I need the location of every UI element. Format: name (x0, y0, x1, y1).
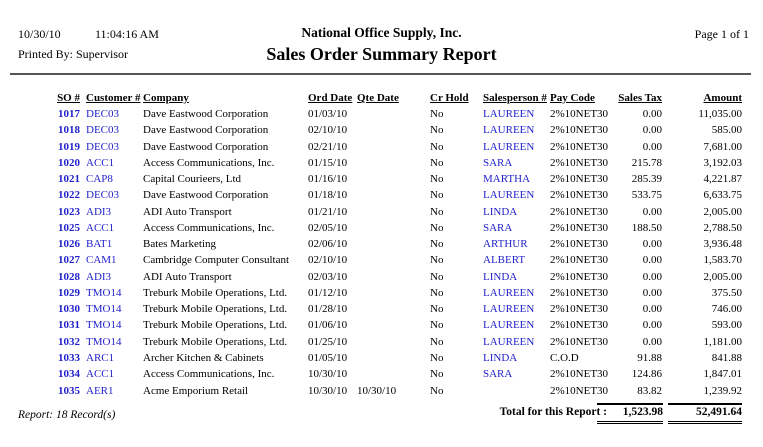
so-number-link[interactable]: 1020 (58, 156, 80, 169)
sales-tax-value: 0.00 (642, 286, 662, 299)
sales-tax-value: 0.00 (642, 254, 662, 267)
table-row (0, 287, 763, 303)
amount-value: 2,788.50 (703, 221, 742, 234)
customer-number-link[interactable]: DEC03 (86, 140, 119, 153)
so-number-link[interactable]: 1028 (58, 270, 80, 283)
column-header-sales-tax: Sales Tax (618, 92, 662, 104)
salesperson-link[interactable]: LAUREEN (483, 140, 535, 153)
table-header-row (0, 92, 763, 108)
order-date: 02/03/10 (308, 270, 348, 283)
customer-number-link[interactable]: ACC1 (86, 221, 115, 234)
salesperson-link[interactable]: LAUREEN (483, 108, 535, 120)
credit-hold-flag: No (430, 189, 444, 202)
table-row (0, 385, 763, 401)
credit-hold-flag: No (430, 384, 444, 397)
customer-number-link[interactable]: CAM1 (86, 254, 117, 267)
company-name: Bates Marketing (143, 238, 217, 251)
page-number: Page 1 of 1 (694, 27, 749, 41)
order-date: 01/12/10 (308, 286, 348, 299)
salesperson-link[interactable]: LAUREEN (483, 319, 535, 332)
amount-value: 585.00 (711, 124, 742, 137)
credit-hold-flag: No (430, 108, 444, 120)
so-number-link[interactable]: 1026 (58, 238, 80, 251)
amount-value: 841.88 (711, 351, 742, 364)
order-date: 02/10/10 (308, 124, 348, 137)
amount-value: 11,035.00 (698, 108, 742, 120)
credit-hold-flag: No (430, 368, 444, 381)
report-time: 11:04:16 AM (95, 27, 159, 41)
so-number-link[interactable]: 1019 (58, 140, 80, 153)
column-header-customer: Customer # (86, 92, 141, 104)
salesperson-link[interactable]: ALBERT (483, 254, 526, 267)
sales-tax-value: 188.50 (631, 221, 662, 234)
customer-number-link[interactable]: ACC1 (86, 156, 115, 169)
amount-value: 3,192.03 (703, 156, 742, 169)
credit-hold-flag: No (430, 319, 444, 332)
company-name: Dave Eastwood Corporation (143, 140, 269, 153)
quote-date: 10/30/10 (357, 384, 397, 397)
table-row (0, 336, 763, 352)
column-header-cr-hold: Cr Hold (430, 92, 469, 104)
order-date: 02/10/10 (308, 254, 348, 267)
so-number-link[interactable]: 1018 (58, 124, 80, 137)
sales-tax-value: 83.82 (637, 384, 662, 397)
amount-value: 6,633.75 (703, 189, 742, 202)
customer-number-link[interactable]: BAT1 (86, 238, 113, 251)
so-number-link[interactable]: 1033 (58, 351, 80, 364)
customer-number-link[interactable]: AER1 (86, 384, 114, 397)
sales-tax-value: 0.00 (642, 108, 662, 120)
order-date: 10/30/10 (308, 368, 348, 381)
table-row (0, 173, 763, 189)
pay-code: 2%10NET30 (550, 286, 609, 299)
customer-number-link[interactable]: TMO14 (86, 303, 122, 316)
pay-code: 2%10NET30 (550, 205, 609, 218)
so-number-link[interactable]: 1029 (58, 286, 80, 299)
order-date: 02/06/10 (308, 238, 348, 251)
amount-value: 4,221.87 (703, 173, 742, 186)
credit-hold-flag: No (430, 156, 444, 169)
pay-code: 2%10NET30 (550, 319, 609, 332)
amount-value: 1,239.92 (703, 384, 742, 397)
company-name: Access Communications, Inc. (143, 156, 275, 169)
customer-number-link[interactable]: TMO14 (86, 319, 122, 332)
order-date: 01/03/10 (308, 108, 348, 120)
credit-hold-flag: No (430, 238, 444, 251)
sales-tax-value: 0.00 (642, 124, 662, 137)
table-row (0, 141, 763, 157)
total-label: Total for this Report : (499, 406, 607, 418)
customer-number-link[interactable]: ADI3 (86, 205, 112, 218)
total-amount: 52,491.64 (668, 403, 742, 424)
table-row (0, 206, 763, 222)
so-number-link[interactable]: 1017 (58, 108, 80, 120)
order-date: 01/18/10 (308, 189, 348, 202)
pay-code: 2%10NET30 (550, 140, 609, 153)
company-name: Treburk Mobile Operations, Ltd. (143, 335, 288, 348)
sales-tax-value: 91.88 (637, 351, 662, 364)
amount-value: 375.50 (711, 286, 742, 299)
order-date: 01/21/10 (308, 205, 348, 218)
credit-hold-flag: No (430, 303, 444, 316)
customer-number-link[interactable]: ARC1 (86, 351, 115, 364)
so-number-link[interactable]: 1027 (58, 254, 80, 267)
credit-hold-flag: No (430, 270, 444, 283)
column-header-salesperson: Salesperson # (483, 92, 547, 104)
column-header-qte-date: Qte Date (357, 92, 399, 104)
amount-value: 2,005.00 (703, 205, 742, 218)
credit-hold-flag: No (430, 286, 444, 299)
pay-code: 2%10NET30 (550, 384, 609, 397)
salesperson-link[interactable]: MARTHA (483, 173, 531, 186)
sales-tax-value: 124.86 (631, 368, 662, 381)
pay-code: 2%10NET30 (550, 303, 609, 316)
order-date: 01/06/10 (308, 319, 348, 332)
pay-code: 2%10NET30 (550, 335, 609, 348)
credit-hold-flag: No (430, 351, 444, 364)
sales-tax-value: 0.00 (642, 335, 662, 348)
column-header-amount: Amount (703, 92, 742, 104)
sales-tax-value: 533.75 (631, 189, 662, 202)
order-date: 02/05/10 (308, 221, 348, 234)
order-date: 01/16/10 (308, 173, 348, 186)
salesperson-link[interactable]: LAUREEN (483, 124, 535, 137)
table-row (0, 124, 763, 140)
pay-code: 2%10NET30 (550, 270, 609, 283)
customer-number-link[interactable]: DEC03 (86, 124, 119, 137)
salesperson-link[interactable]: LAUREEN (483, 335, 535, 348)
order-date: 01/25/10 (308, 335, 348, 348)
sales-tax-value: 0.00 (642, 303, 662, 316)
salesperson-link[interactable]: LAUREEN (483, 286, 535, 299)
so-number-link[interactable]: 1023 (58, 205, 80, 218)
salesperson-link[interactable]: SARA (483, 368, 513, 381)
credit-hold-flag: No (430, 205, 444, 218)
salesperson-link[interactable]: LINDA (483, 270, 518, 283)
salesperson-link[interactable]: LINDA (483, 205, 518, 218)
amount-value: 7,681.00 (703, 140, 742, 153)
table-row (0, 222, 763, 238)
so-number-link[interactable]: 1035 (58, 384, 80, 397)
company-name: Access Communications, Inc. (143, 368, 275, 381)
company-name: Cambridge Computer Consultant (143, 254, 290, 267)
pay-code: 2%10NET30 (550, 173, 609, 186)
company-name: Dave Eastwood Corporation (143, 124, 269, 137)
report-title: Sales Order Summary Report (266, 44, 497, 64)
record-count: Report: 18 Record(s) (18, 409, 116, 421)
so-number-link[interactable]: 1031 (58, 319, 80, 332)
column-header-ord-date: Ord Date (308, 92, 353, 104)
table-row (0, 352, 763, 368)
pay-code: 2%10NET30 (550, 368, 609, 381)
table-row (0, 108, 763, 124)
total-sales-tax: 1,523.98 (597, 403, 663, 424)
credit-hold-flag: No (430, 173, 444, 186)
sales-tax-value: 285.39 (631, 173, 662, 186)
company-name: Dave Eastwood Corporation (143, 189, 269, 202)
company-name: Archer Kitchen & Cabinets (143, 351, 264, 364)
header-divider-line (10, 73, 751, 75)
amount-value: 593.00 (711, 319, 742, 332)
pay-code: 2%10NET30 (550, 189, 609, 202)
pay-code: 2%10NET30 (550, 108, 609, 120)
pay-code: 2%10NET30 (550, 254, 609, 267)
company-name: Treburk Mobile Operations, Ltd. (143, 319, 288, 332)
order-date: 01/28/10 (308, 303, 348, 316)
amount-value: 1,181.00 (703, 335, 742, 348)
so-number-link[interactable]: 1025 (58, 221, 80, 234)
credit-hold-flag: No (430, 140, 444, 153)
so-number-link[interactable]: 1021 (58, 173, 80, 186)
company-name: Treburk Mobile Operations, Ltd. (143, 286, 288, 299)
customer-number-link[interactable]: DEC03 (86, 189, 119, 202)
pay-code: C.O.D (550, 351, 579, 364)
credit-hold-flag: No (430, 254, 444, 267)
table-body (0, 108, 763, 401)
customer-number-link[interactable]: TMO14 (86, 286, 122, 299)
credit-hold-flag: No (430, 335, 444, 348)
amount-value: 746.00 (711, 303, 742, 316)
report-date: 10/30/10 (18, 27, 61, 41)
company-name: Treburk Mobile Operations, Ltd. (143, 303, 288, 316)
customer-number-link[interactable]: ACC1 (86, 368, 115, 381)
order-date: 10/30/10 (308, 384, 348, 397)
customer-number-link[interactable]: DEC03 (86, 108, 119, 120)
salesperson-link[interactable]: SARA (483, 156, 513, 169)
salesperson-link[interactable]: ARTHUR (483, 238, 528, 251)
sales-tax-value: 0.00 (642, 319, 662, 332)
customer-number-link[interactable]: TMO14 (86, 335, 122, 348)
order-date: 01/15/10 (308, 156, 348, 169)
company-name: ADI Auto Transport (143, 270, 232, 283)
pay-code: 2%10NET30 (550, 124, 609, 137)
table-row (0, 319, 763, 335)
pay-code: 2%10NET30 (550, 221, 609, 234)
so-number-link[interactable]: 1022 (58, 189, 80, 202)
company-name: Dave Eastwood Corporation (143, 108, 269, 120)
table-row (0, 238, 763, 254)
column-header-pay-code: Pay Code (550, 92, 595, 104)
table-row (0, 157, 763, 173)
salesperson-link[interactable]: SARA (483, 221, 513, 234)
sales-tax-value: 0.00 (642, 140, 662, 153)
salesperson-link[interactable]: LAUREEN (483, 189, 535, 202)
table-row (0, 189, 763, 205)
salesperson-link[interactable]: LINDA (483, 351, 518, 364)
sales-tax-value: 0.00 (642, 238, 662, 251)
order-date: 02/21/10 (308, 140, 348, 153)
amount-value: 1,583.70 (703, 254, 742, 267)
credit-hold-flag: No (430, 221, 444, 234)
company-name: ADI Auto Transport (143, 205, 232, 218)
so-number-link[interactable]: 1030 (58, 303, 80, 316)
pay-code: 2%10NET30 (550, 156, 609, 169)
customer-number-link[interactable]: ADI3 (86, 270, 112, 283)
amount-value: 1,847.01 (703, 368, 742, 381)
customer-number-link[interactable]: CAP8 (86, 173, 113, 186)
salesperson-link[interactable]: LAUREEN (483, 303, 535, 316)
printed-by: Printed By: Supervisor (18, 47, 128, 61)
credit-hold-flag: No (430, 124, 444, 137)
table-row (0, 303, 763, 319)
company-title: National Office Supply, Inc. (301, 25, 462, 40)
column-header-company: Company (143, 92, 189, 104)
sales-tax-value: 0.00 (642, 205, 662, 218)
amount-value: 2,005.00 (703, 270, 742, 283)
so-number-link[interactable]: 1034 (58, 368, 80, 381)
sales-tax-value: 215.78 (631, 156, 662, 169)
order-date: 01/05/10 (308, 351, 348, 364)
company-name: Acme Emporium Retail (143, 384, 249, 397)
pay-code: 2%10NET30 (550, 238, 609, 251)
sales-tax-value: 0.00 (642, 270, 662, 283)
table-row (0, 368, 763, 384)
table-row (0, 271, 763, 287)
table-row (0, 254, 763, 270)
column-header-so-number: SO # (57, 92, 80, 104)
amount-value: 3,936.48 (703, 238, 742, 251)
so-number-link[interactable]: 1032 (58, 335, 80, 348)
company-name: Access Communications, Inc. (143, 221, 275, 234)
company-name: Capital Courieers, Ltd (143, 173, 242, 186)
